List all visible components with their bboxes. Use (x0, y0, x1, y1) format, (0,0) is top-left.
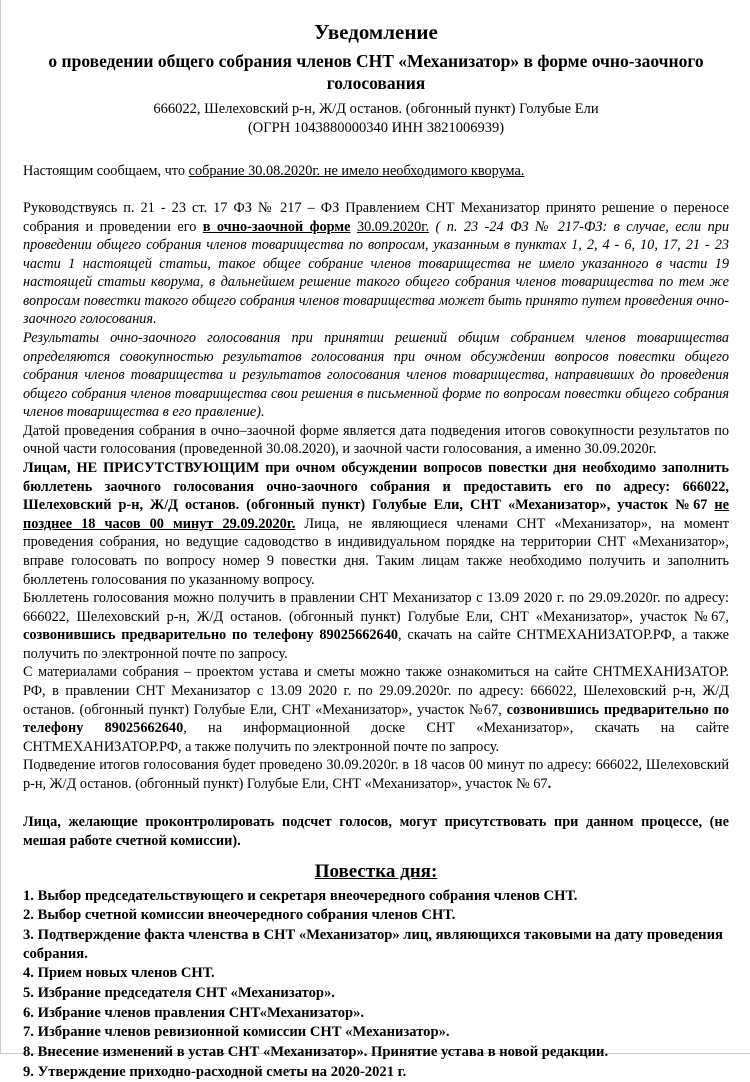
absentees-additional-info: Лица, не являющиеся членами СНТ «Механизатор», на момент проведения собрания, но ведущие садоводство в индивидуальном порядке на территории СНТ «Механизатор», вправе голосовать по вопросу номер 9 повестки дня. Таким лицам также необходимо получить и заполнить бюллетень голосования по указанному вопросу. (23, 515, 729, 588)
agenda-item: 4. Прием новых членов СНТ. (23, 965, 215, 982)
quorum-notice-underlined: собрание 30.08.2020г. не имело необходимого кворума. (188, 163, 525, 180)
agenda-item: 3. Подтверждение факта членства в СНТ «Механизатор» лиц, являющихся таковыми на дату проведения собрания. (23, 926, 723, 962)
agenda-item: 6. Избрание членов правления СНТ«Механизатор». (23, 1004, 365, 1021)
materials-part2: , на информационной доске СНТ «Механизатор», скачать на сайте СНТМЕХАНИЗАТОР.РФ, а также получить по электронной почте по запросу. (23, 720, 730, 755)
paragraph-observers-note: Лица, желающие проконтролировать подсчет голосов, могут присутствовать при данном процессе, (не мешая работе счетной комиссии). (23, 814, 729, 850)
agenda-item: 2. Выбор счетной комиссии внеочередного собрания членов СНТ. (23, 907, 456, 924)
decision-form-emphasis: в очно-заочной форме (202, 218, 351, 235)
tally-text: Подведение итогов голосования будет проведено 30.09.2020г. в 18 часов 00 минут по адресу: 666022, Шелеховский р-н, Ж/Д останов. (обгонный пункт) Голубые Ели, СНТ «Механизатор», участок № 67 (23, 757, 729, 792)
document-title: Уведомление (314, 20, 438, 44)
organization-address: 666022, Шелеховский р-н, Ж/Д останов. (обгонный пункт) Голубые Ели (153, 101, 599, 118)
paragraph-tally (23, 756, 729, 793)
paragraph-decision (23, 199, 729, 329)
document-subtitle: о проведении общего собрания членов СНТ «Механизатор» в форме очно-заочного голосования (48, 50, 704, 94)
agenda-item: 9. Утверждение приходно-расходной сметы на 2020-2021 г. (23, 1063, 407, 1080)
absentees-deadline: не позднее 18 часов 00 минут 29.09.2020г. (23, 497, 729, 532)
ballot-pickup-part1: Бюллетень голосования можно получить в правлении СНТ Механизатор с 13.09 2020 г. по 29.09.2020г. по адресу: 666022, Шелеховский р-н, Ж/Д останов. (обгонный пункт) Голубые Ели, СНТ «Механизатор», участок №67, (23, 590, 729, 625)
quorum-notice-lead: Настоящим сообщаем, что (23, 163, 189, 180)
paragraph-meeting-date: Датой проведения собрания в очно–заочной форме является дата подведения итогов совокупности результатов по очной части голосования (проведенной 30.08.2020), и заочной части голосования, а именно 30.09.2020г. (23, 422, 729, 458)
paragraph-quorum-notice (23, 162, 729, 181)
agenda-item: 7. Избрание членов ревизионной комиссии СНТ «Механизатор». (23, 1024, 450, 1041)
agenda-item: 8. Внесение изменений в устав СНТ «Механизатор». Принятие устава в новой редакции. (23, 1043, 609, 1060)
materials-phone: созвонившись предварительно по телефону 89025662640 (23, 701, 729, 737)
paragraph-ballot-pickup (23, 589, 729, 663)
document-content (23, 10, 729, 1082)
ballot-pickup-phone: созвонившись предварительно по телефону 89025662640 (23, 627, 398, 644)
paragraph-absentees (23, 459, 729, 589)
organization-registration-numbers: (ОГРН 1043880000340 ИНН 3821006939) (247, 120, 505, 137)
agenda-item: 1. Выбор председательствующего и секретаря внеочередного собрания членов СНТ. (23, 887, 578, 904)
agenda-list (23, 887, 729, 1082)
decision-date: 30.09.2020г. (356, 218, 430, 235)
materials-part1: С материалами собрания – проектом устава и сметы можно также ознакомиться на сайте СНТМЕХАНИЗАТОР. РФ, в правлении СНТ Механизатор с 13.09 2020 г. по 29.09.2020г. по адресу: 666022, Шелеховский р-н, Ж/Д останов. (обгонный пункт) Голубые Ели, СНТ «Механизатор», участок №67, (23, 664, 729, 718)
ballot-pickup-part2: , скачать на сайте СНТМЕХАНИЗАТОР.РФ, а также получить по электронной почте по запросу. (23, 627, 729, 662)
agenda-heading (23, 861, 729, 883)
tally-text-tail: . (547, 775, 552, 792)
agenda-heading-text: Повестка дня: (314, 860, 438, 882)
paragraph-materials (23, 663, 729, 756)
decision-law-citation: ( п. 23 -24 ФЗ № 217-ФЗ: в случае, если при проведении общего собрания членов товарищества по вопросам, указанным в пунктах 1, 2, 4 - 6, 10, 17, 21 - 23 части 1 настоящей статьи, такое общее собрание членов товарищества не имело указанного в части 19 настоящей статьи кворума, в дальнейшем решение такого общего собрания членов товарищества по тем же вопросам повестки такого общего собрания членов товарищества может быть принято путем проведения очно-заочного голосования. (23, 218, 730, 328)
agenda-item: 5. Избрание председателя СНТ «Механизатор». (23, 984, 335, 1001)
absentees-instructions: Лицам, НЕ ПРИСУТСТВУЮЩИМ при очном обсуждении вопросов повестки дня необходимо заполнить бюллетень заочного голосования очно-заочного собрания и предоставить его по адресу: 666022, Шелеховский р-н, Ж/Д останов. (обгонный пункт) Голубые Ели, СНТ «Механизатор», участок №67 (23, 460, 729, 514)
paragraph-results-rule: Результаты очно-заочного голосования при принятии решений общим собранием членов товарищества определяются совокупностью результатов голосования при очном обсуждении вопросов повестки общего собрания членов товарищества и результатов голосования членов товарищества, направивших до проведения общего собрания членов товарищества свои решения в письменной форме по вопросам повестки общего собрания членов товарищества в его правление). (23, 329, 729, 421)
decision-text-part1: Руководствуясь п. 21 - 23 ст. 17 ФЗ № 217 – ФЗ Правлением СНТ Механизатор принято решение о переносе собрания и проведении его (23, 199, 729, 235)
